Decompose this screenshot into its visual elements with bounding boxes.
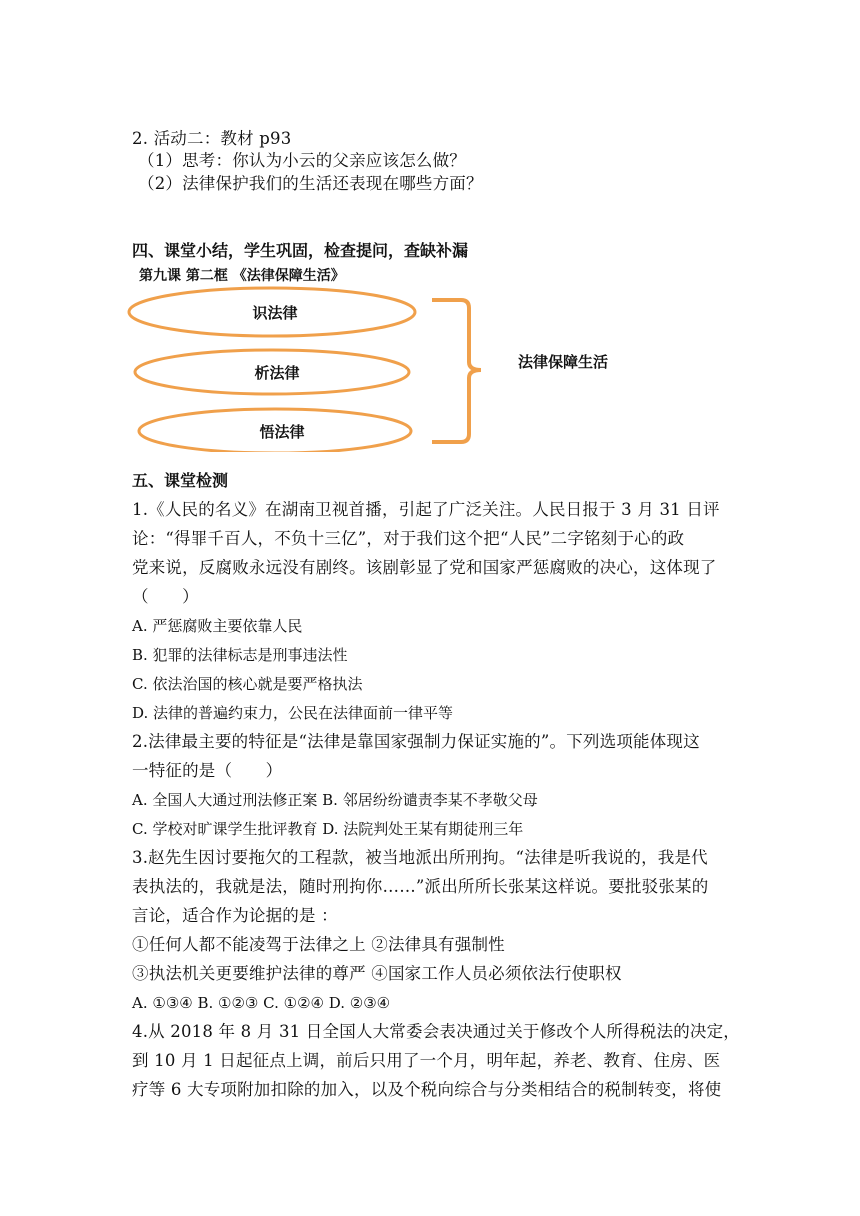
q1-line-4: （ ）	[132, 587, 199, 606]
q3-line-1: 3.赵先生因讨要拖欠的工程款，被当地派出所刑拘。“法律是听我说的，我是代	[132, 848, 708, 867]
activity-question-1: （1）思考：你认为小云的父亲应该怎么做？	[138, 151, 466, 170]
summary-diagram	[125, 262, 645, 452]
q1-line-1: 1.《人民的名义》在湖南卫视首播，引起了广泛关注。人民日报于 3 月 31 日评	[132, 500, 720, 519]
section5-heading: 五、课堂检测	[132, 471, 229, 490]
q3-statements-1: ①任何人都不能凌驾于法律之上 ②法律具有强制性	[132, 935, 505, 954]
diagram-item-3: 悟法律	[259, 423, 305, 441]
diagram-item-1: 识法律	[252, 304, 298, 322]
q1-option-c: C. 依法治国的核心就是要严格执法	[132, 675, 363, 693]
q2-line-2: 一特征的是（ ）	[132, 761, 283, 780]
q4-line-2: 到 10 月 1 日起征点上调，前后只用了一个月，明年起，养老、教育、住房、医	[132, 1051, 721, 1070]
diagram-brace	[432, 300, 481, 442]
q1-option-a: A. 严惩腐败主要依靠人民	[132, 617, 303, 635]
diagram-title: 第九课 第二框 《法律保障生活》	[139, 268, 345, 284]
diagram-item-2: 析法律	[254, 364, 300, 382]
section4-heading: 四、课堂小结，学生巩固，检查提问，查缺补漏	[132, 241, 469, 260]
activity-question-2: （2）法律保护我们的生活还表现在哪些方面？	[138, 174, 483, 193]
q2-options-ab: A. 全国人大通过刑法修正案 B. 邻居纷纷谴责李某不孝敬父母	[132, 791, 538, 809]
q3-line-3: 言论，适合作为论据的是 ：	[132, 906, 338, 925]
q1-option-d: D. 法律的普遍约束力，公民在法律面前一律平等	[132, 704, 454, 722]
activity-title: 2. 活动二：教材 p93	[132, 129, 292, 148]
diagram-result: 法律保障生活	[518, 353, 609, 371]
q1-line-2: 论：“得罪千百人，不负十三亿”，对于我们这个把“人民”二字铭刻于心的政	[132, 529, 685, 548]
q1-line-3: 党来说，反腐败永远没有剧终。该剧彰显了党和国家严惩腐败的决心，这体现了	[132, 558, 717, 577]
q4-line-3: 疗等 6 大专项附加扣除的加入，以及个税向综合与分类相结合的税制转变，将使	[132, 1080, 722, 1099]
q3-options: A. ①③④ B. ①②③ C. ①②④ D. ②③④	[132, 994, 391, 1012]
q2-options-cd: C. 学校对旷课学生批评教育 D. 法院判处王某有期徒刑三年	[132, 820, 524, 838]
q3-line-2: 表执法的，我就是法，随时刑拘你……”派出所所长张某这样说。要批驳张某的	[132, 877, 709, 896]
q2-line-1: 2.法律最主要的特征是“法律是靠国家强制力保证实施的”。下列选项能体现这	[132, 732, 700, 751]
q3-statements-2: ③执法机关更要维护法律的尊严 ④国家工作人员必须依法行使职权	[132, 964, 622, 983]
q1-option-b: B. 犯罪的法律标志是刑事违法性	[132, 646, 348, 664]
q4-line-1: 4.从 2018 年 8 月 31 日全国人大常委会表决通过关于修改个人所得税法的决定，	[132, 1022, 740, 1041]
